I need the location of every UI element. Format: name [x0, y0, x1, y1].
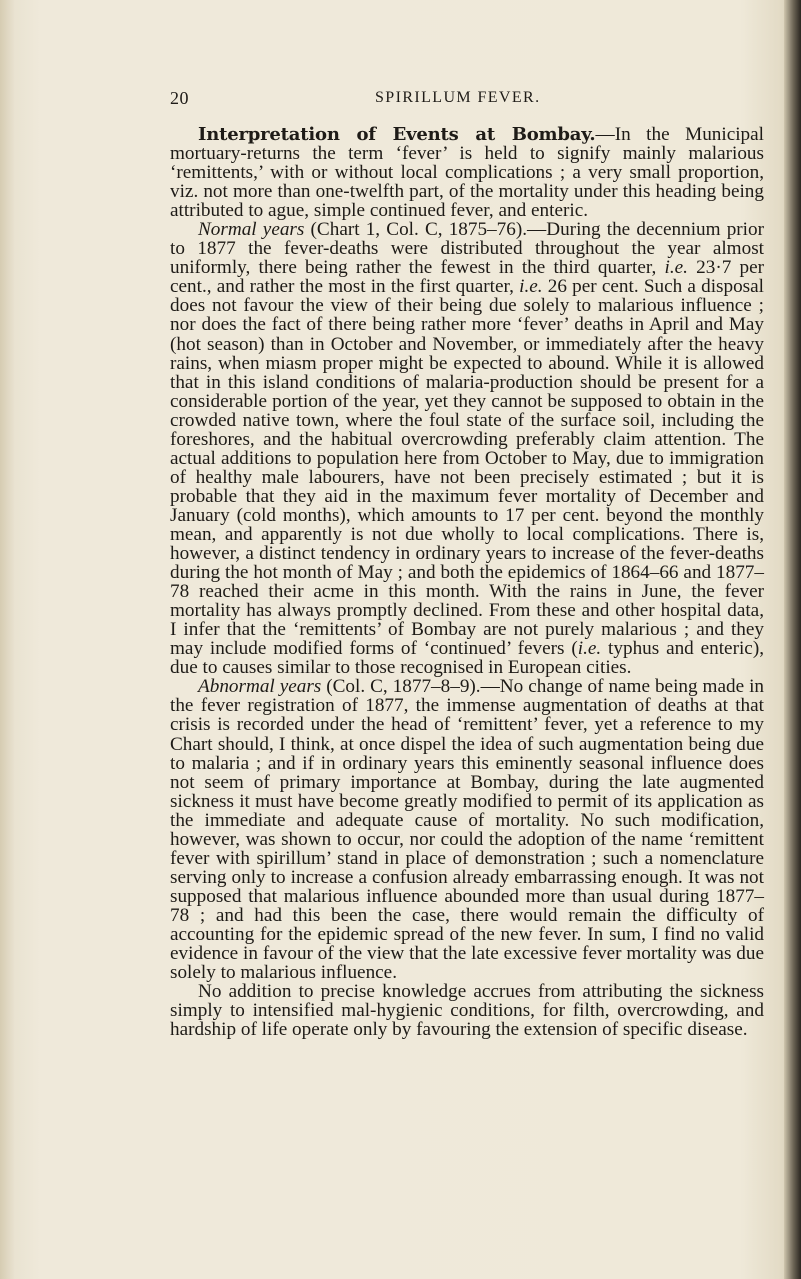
paragraph-text: (Chart 1, Col. C, 1875–76).—During the decennium prior to 1877 the fever-deaths were distributed throughout the year almost uniformly, there being rather the fewest in the third quarter, [170, 219, 764, 279]
italic-lead: Normal years [198, 219, 305, 241]
paragraph-text: No addition to precise knowledge accrues from attributing the sickness simply to intensified mal-hygienic conditions, for filth, overcrowding, and hardship of life operate only by favouring the extension of specific disease. [170, 981, 764, 1041]
running-head: SPIRILLUM FEVER. [375, 89, 541, 106]
paragraph-interpretation [170, 125, 764, 220]
paragraph-text: typhus and enteric), due to causes similar to those recognised in European cities. [170, 638, 765, 679]
paragraph-conclusion [170, 982, 764, 1039]
page-right-edge-shadow [784, 0, 801, 1279]
paragraph-text: (Col. C, 1877–8–9).—No change of name being made in the fever registration of 1877, the immense augmentation of deaths at that crisis is recorded under the head of ‘remittent’ fever, yet a reference to my Chart should, I think, at once dispel the idea of such augmentation being due to malaria ; and if in ordinary years this eminently seasonal influence does not seem of primary importance at Bombay, during the late augmented sickness it must have become greatly modified to permit of its application as the immediate and adequate cause of mortality. No such modification, however, was shown to occur, nor could the adoption of the name ‘remittent fever with spirillum’ stand in place of demonstration ; such a nomenclature serving only to increase a confusion already embarrassing enough. It was not supposed that malarious influence abounded more than usual during 1877–78 ; and had this been the case, there would remain the difficulty of accounting for the epidemic spread of the new fever. In sum, I find no valid evidence in favour of the view that the late excessive fever mortality was due solely to malarious influence. [170, 676, 764, 984]
page-left-edge [0, 0, 14, 1279]
paragraph-text: 23·7 per cent., and rather the most in the first quarter, [170, 257, 765, 298]
italic-ie: i.e. [519, 276, 543, 298]
page-number: 20 [170, 88, 189, 108]
paragraph-abnormal-years [170, 677, 764, 982]
italic-lead: Abnormal years [198, 676, 322, 698]
paragraph-normal-years [170, 220, 764, 677]
body-text [170, 125, 764, 1039]
italic-ie: i.e. [577, 638, 602, 660]
paragraph-text: —In the Municipal mortuary-returns the term ‘fever’ is held to signify mainly malarious ‘remittents,’ with or without local complications ; a very small proportion, viz. not more than one-twelfth part, of the mortality under this heading being attributed to ague, simple continued fever, and enteric. [170, 124, 765, 222]
paragraph-text: 26 per cent. Such a disposal does not favour the view of their being due solely to malarious influence ; nor does the fact of there being rather more ‘fever’ deaths in April and May (hot season) than in October and November, or immediately after the heavy rains, when miasm proper might be expected to abound. While it is allowed that in this island conditions of malaria-production should be present for a considerable portion of the year, yet they cannot be supposed to obtain in the crowded native town, where the foul state of the surface soil, including the foreshores, and the habitual overcrowding preferably claim attention. The actual additions to population here from October to May, due to immigration of healthy male labourers, have not been precisely estimated ; but it is probable that they aid in the maximum fever mortality of December and January (cold months), which amounts to 17 per cent. beyond the monthly mean, and apparently is not due wholly to local complications. There is, however, a distinct tendency in ordinary years to increase of the fever-deaths during the hot month of May ; and both the epidemics of 1864–66 and 1877–78 reached their acme in this month. With the rains in June, the fever mortality has always promptly declined. From these and other hospital data, I infer that the ‘remittents’ of Bombay are not purely malarious ; and they may include modified forms of ‘continued’ fevers ( [170, 276, 764, 660]
section-heading: Interpretation of Events at Bombay. [198, 124, 596, 145]
page-header [0, 88, 801, 112]
italic-ie: i.e. [664, 257, 688, 279]
